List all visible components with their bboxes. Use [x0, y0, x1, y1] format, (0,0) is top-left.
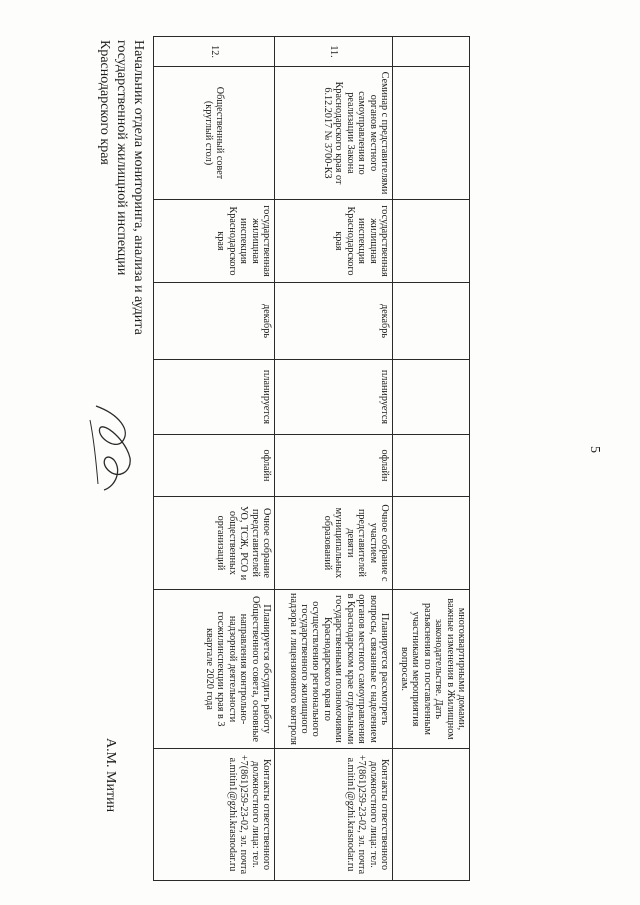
- row-number: 12.: [154, 37, 275, 67]
- table-cell: [393, 283, 470, 360]
- result-cell: Планируется обсудить работу Общественного совета, основные направления контрольно-надзорной деятельности госжилинспекции края в 3 квартале 2020 года: [154, 590, 275, 749]
- signatory-title: Начальник отдела мониторинга, анализа и аудита государственной жилищной инспекции Краснодарского края: [97, 40, 146, 335]
- table-cell: [393, 360, 470, 435]
- status-cell: планируется: [154, 360, 275, 435]
- contacts-cell: Контакты ответственного должностного лица: тел. +7(861)259-23-02, эл. почта a.mitin1@gzhi.krasnodar.ru: [154, 749, 275, 881]
- date-cell: декабрь: [154, 283, 275, 360]
- table-cell: [393, 497, 470, 590]
- participants-cell: Очное собрание представителей УО, ТСЖ, РСО и общественных организаций: [154, 497, 275, 590]
- organizer-cell: государственная жилищная инспекция Краснодарского края: [154, 200, 275, 283]
- status-cell: планируется: [275, 360, 393, 435]
- table-cell: [393, 435, 470, 497]
- event-cell: Семинар с представителями органов местного самоуправления по реализации Закона Краснодарского края от 6.12.2017 № 3700-КЗ: [275, 67, 393, 200]
- table-cell: [393, 67, 470, 200]
- contacts-cell: Контакты ответственного должностного лица: тел. +7(861)259-23-02, эл. почта a.mitin1@gzhi.krasnodar.ru: [275, 749, 393, 881]
- format-cell: офлайн: [154, 435, 275, 497]
- page-number: 5: [587, 446, 602, 453]
- table-row: [154, 37, 275, 881]
- organizer-cell: государственная жилищная инспекция Краснодарского края: [275, 200, 393, 283]
- result-cell: Планируется рассмотреть вопросы, связанные с наделением органов местного самоуправления в Краснодарском крае отдельными государственными полномочиями Краснодарского края по осуществлению регионального государственного жилищного надзора и лицензионного контроля: [275, 590, 393, 749]
- result-cell: многоквартирными домами, важные изменения в Жилищном законодательстве. Дать разъяснения по поставленным участниками мероприятия вопросам.: [393, 590, 470, 749]
- participants-cell: Очное собрание с участием представителей девяти муниципальных образований: [275, 497, 393, 590]
- table-row: [393, 37, 470, 881]
- signatory-name: А.М. Митин: [103, 738, 118, 813]
- event-cell: Общественный совет (круглый стол): [154, 67, 275, 200]
- row-number: 11.: [275, 37, 393, 67]
- table-row: [275, 37, 393, 881]
- date-cell: декабрь: [275, 283, 393, 360]
- table-cell: [393, 200, 470, 283]
- format-cell: офлайн: [275, 435, 393, 497]
- events-table: [153, 36, 470, 881]
- table-cell: [393, 749, 470, 881]
- table-cell: [393, 37, 470, 67]
- handwritten-signature: [82, 400, 140, 495]
